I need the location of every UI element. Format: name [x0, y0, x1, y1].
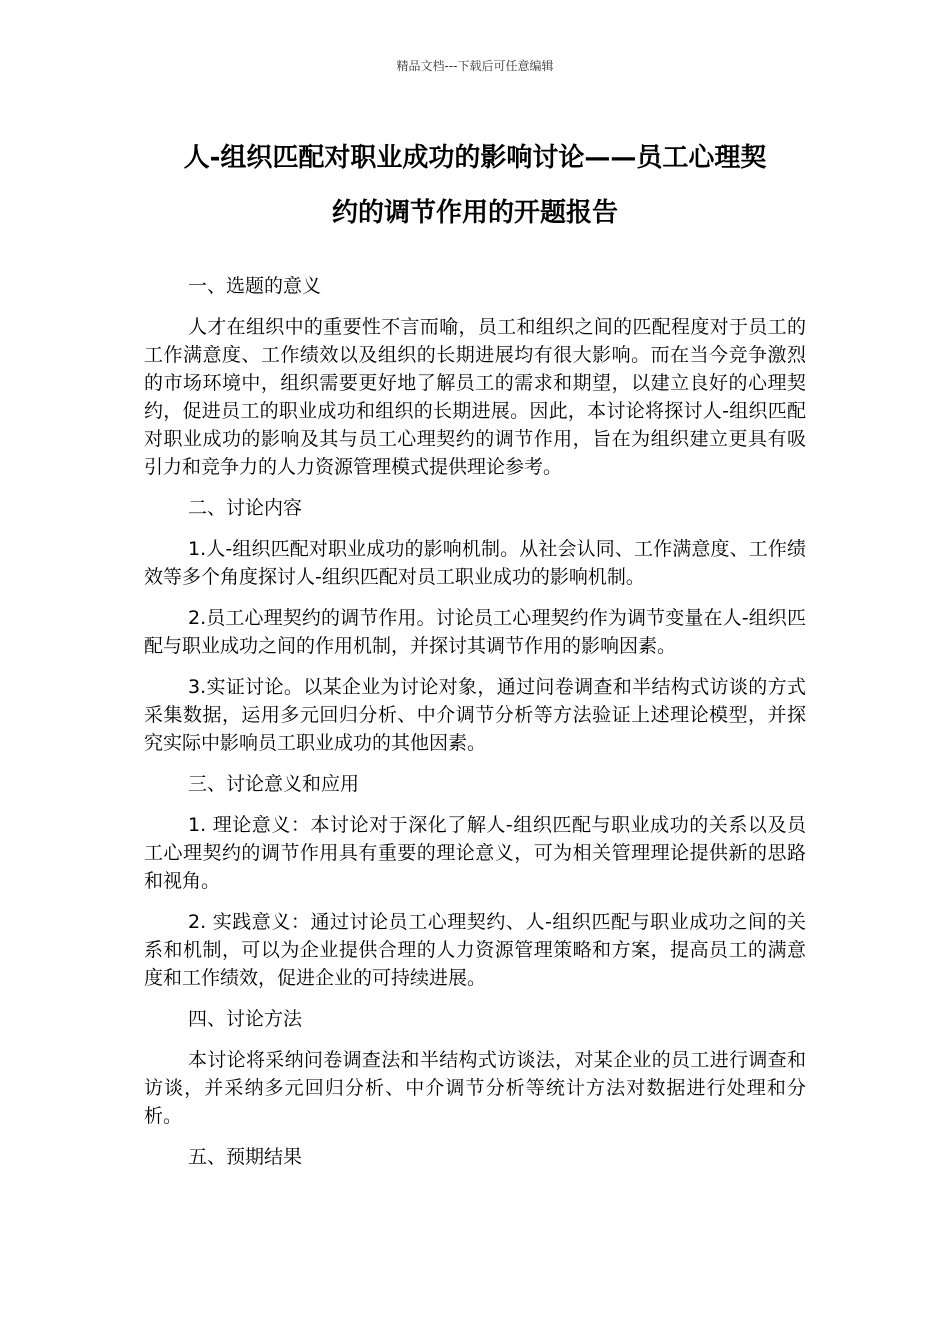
section-heading-methods: 四、讨论方法	[188, 1008, 303, 1030]
paragraph-content-2: 2.员工心理契约的调节作用。讨论员工心理契约作为调节变量在人-组织匹配与职业成功之间的作用机制，并探讨其调节作用的影响因素。	[144, 607, 806, 657]
section-heading-expected-results: 五、预期结果	[188, 1146, 303, 1168]
page-header: 精品文档---下载后可任意编辑	[396, 59, 554, 73]
title-line-1: 人-组织匹配对职业成功的影响讨论——员工心理契	[183, 143, 767, 173]
title-line-2: 约的调节作用的开题报告	[331, 198, 618, 228]
paragraph-application-2: 2. 实践意义：通过讨论员工心理契约、人-组织匹配与职业成功之间的关系和机制，可以为企业提供合理的人力资源管理策略和方案，提高员工的满意度和工作绩效，促进企业的可持续进展。	[144, 911, 806, 989]
section-heading-content: 二、讨论内容	[188, 497, 303, 519]
paragraph-application-1: 1. 理论意义：本讨论对于深化了解人-组织匹配与职业成功的关系以及员工心理契约的调节作用具有重要的理论意义，可为相关管理理论提供新的思路和视角。	[144, 814, 806, 892]
paragraph-methods: 本讨论将采纳问卷调查法和半结构式访谈法，对某企业的员工进行调查和访谈，并采纳多元回归分析、中介调节分析等统计方法对数据进行处理和分析。	[144, 1049, 806, 1127]
paragraph-content-3: 3.实证讨论。以某企业为讨论对象，通过问卷调查和半结构式访谈的方式采集数据，运用多元回归分析、中介调节分析等方法验证上述理论模型，并探究实际中影响员工职业成功的其他因素。	[144, 676, 806, 754]
paragraph-significance: 人才在组织中的重要性不言而喻，员工和组织之间的匹配程度对于员工的工作满意度、工作绩效以及组织的长期进展均有很大影响。而在当今竞争激烈的市场环境中，组织需要更好地了解员工的需求和期望，以建立良好的心理契约，促进员工的职业成功和组织的长期进展。因此，本讨论将探讨人-组织匹配对职业成功的影响及其与员工心理契约的调节作用，旨在为组织建立更具有吸引力和竞争力的人力资源管理模式提供理论参考。	[144, 316, 806, 478]
document-title	[120, 131, 830, 241]
document-body	[144, 272, 806, 1184]
paragraph-content-1: 1.人-组织匹配对职业成功的影响机制。从社会认同、工作满意度、工作绩效等多个角度探讨人-组织匹配对员工职业成功的影响机制。	[144, 538, 806, 588]
section-heading-application: 三、讨论意义和应用	[188, 773, 360, 795]
section-heading-significance: 一、选题的意义	[188, 275, 322, 297]
